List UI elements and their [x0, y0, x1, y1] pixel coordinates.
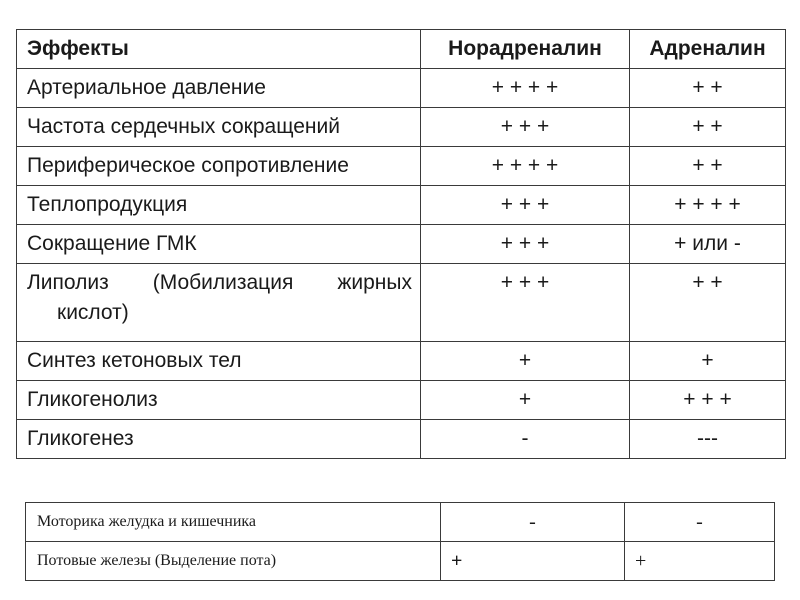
noradrenaline-cell: -	[441, 503, 625, 542]
effect-cell: Сокращение ГМК	[17, 225, 421, 264]
table-header-row	[17, 30, 786, 69]
table-row	[26, 503, 775, 542]
effect-cell: Артериальное давление	[17, 69, 421, 108]
table-row	[17, 264, 786, 342]
additional-effects-table	[25, 502, 775, 581]
table-row	[17, 186, 786, 225]
table-row	[26, 542, 775, 581]
noradrenaline-cell: + + +	[421, 186, 630, 225]
noradrenaline-cell: + + + +	[421, 147, 630, 186]
effect-cell	[17, 264, 421, 342]
effect-cell: Частота сердечных сокращений	[17, 108, 421, 147]
effects-comparison-table	[16, 29, 786, 459]
effect-cell: Периферическое сопротивление	[17, 147, 421, 186]
noradrenaline-cell: + + + +	[421, 69, 630, 108]
effect-cell: Потовые железы (Выделение пота)	[26, 542, 441, 581]
effect-cell: Гликогенез	[17, 420, 421, 459]
header-effects: Эффекты	[17, 30, 421, 69]
effect-cell: Гликогенолиз	[17, 381, 421, 420]
table-row	[17, 381, 786, 420]
effect-cell: Моторика желудка и кишечника	[26, 503, 441, 542]
adrenaline-cell: + +	[630, 69, 786, 108]
table-row	[17, 147, 786, 186]
header-adrenaline: Адреналин	[630, 30, 786, 69]
adrenaline-cell: + или -	[630, 225, 786, 264]
adrenaline-cell: +	[625, 542, 775, 581]
adrenaline-cell: + +	[630, 147, 786, 186]
noradrenaline-cell: + + +	[421, 225, 630, 264]
noradrenaline-cell: +	[441, 542, 625, 581]
effect-line: кислот)	[57, 301, 129, 324]
noradrenaline-cell: +	[421, 342, 630, 381]
noradrenaline-cell: +	[421, 381, 630, 420]
adrenaline-cell: + +	[630, 264, 786, 342]
adrenaline-cell: ---	[630, 420, 786, 459]
effect-cell: Синтез кетоновых тел	[17, 342, 421, 381]
adrenaline-cell: + + +	[630, 381, 786, 420]
adrenaline-cell: -	[625, 503, 775, 542]
adrenaline-cell: +	[630, 342, 786, 381]
header-noradrenaline: Норадреналин	[421, 30, 630, 69]
table-row	[17, 420, 786, 459]
noradrenaline-cell: + + +	[421, 264, 630, 342]
table-row	[17, 342, 786, 381]
effect-line: Липолиз (Мобилизация жирных	[27, 271, 412, 294]
adrenaline-cell: + +	[630, 108, 786, 147]
noradrenaline-cell: -	[421, 420, 630, 459]
adrenaline-cell: + + + +	[630, 186, 786, 225]
noradrenaline-cell: + + +	[421, 108, 630, 147]
table-row	[17, 69, 786, 108]
effect-cell: Теплопродукция	[17, 186, 421, 225]
table-row	[17, 108, 786, 147]
table-row	[17, 225, 786, 264]
